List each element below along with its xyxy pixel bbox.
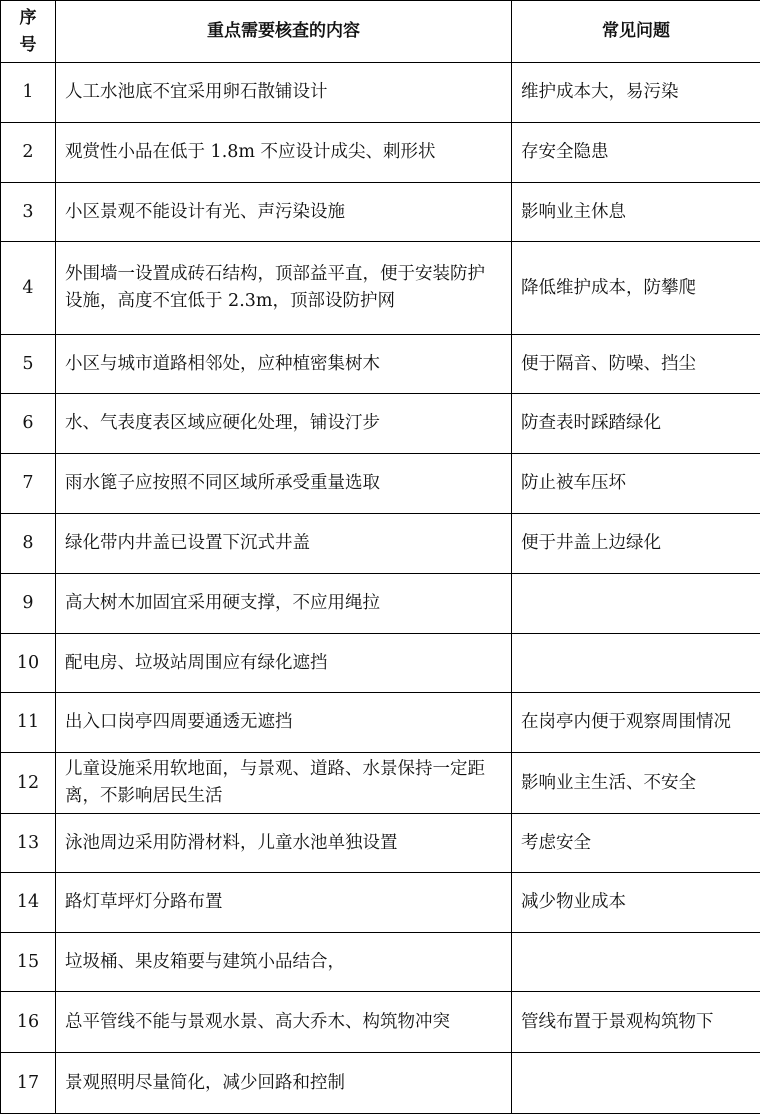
- header-index-line2: 号: [20, 35, 37, 55]
- row-issue: 防止被车压坏: [512, 454, 760, 514]
- table-row: [1, 63, 760, 123]
- row-number: 7: [1, 454, 56, 514]
- header-index-line1: 序: [20, 8, 37, 28]
- row-issue: 维护成本大，易污染: [512, 63, 760, 123]
- row-issue: 影响业主生活、不安全: [512, 753, 760, 814]
- row-issue: 便于隔音、防噪、挡尘: [512, 335, 760, 394]
- row-number: 3: [1, 183, 56, 242]
- row-number: 4: [1, 242, 56, 335]
- row-number: 2: [1, 123, 56, 183]
- table-row: [1, 335, 760, 394]
- table-row: [1, 1053, 760, 1114]
- row-number: 15: [1, 933, 56, 992]
- row-content: 小区与城市道路相邻处，应种植密集树木: [56, 335, 512, 394]
- row-content: 总平管线不能与景观水景、高大乔木、构筑物冲突: [56, 992, 512, 1053]
- row-issue: 存安全隐患: [512, 123, 760, 183]
- table-row: [1, 873, 760, 933]
- row-number: 14: [1, 873, 56, 933]
- table-row: [1, 634, 760, 693]
- row-content: 外围墙一设置成砖石结构，顶部益平直，便于安装防护设施，高度不宜低于 2.3m，顶部设防护网: [56, 242, 512, 335]
- row-issue: 管线布置于景观构筑物下: [512, 992, 760, 1053]
- row-content: 配电房、垃圾站周围应有绿化遮挡: [56, 634, 512, 693]
- row-number: 1: [1, 63, 56, 123]
- row-issue: 在岗亭内便于观察周围情况: [512, 693, 760, 753]
- row-issue: [512, 634, 760, 693]
- row-number: 5: [1, 335, 56, 394]
- row-content: 观赏性小品在低于 1.8m 不应设计成尖、刺形状: [56, 123, 512, 183]
- header-index: [1, 1, 56, 63]
- row-content: 水、气表度表区域应硬化处理，铺设汀步: [56, 394, 512, 454]
- header-row: [1, 1, 760, 63]
- row-issue: 防查表时踩踏绿化: [512, 394, 760, 454]
- row-content: 雨水篦子应按照不同区域所承受重量选取: [56, 454, 512, 514]
- row-content: 人工水池底不宜采用卵石散铺设计: [56, 63, 512, 123]
- table-row: [1, 123, 760, 183]
- header-content: 重点需要核查的内容: [56, 1, 512, 63]
- row-number: 16: [1, 992, 56, 1053]
- row-content: 绿化带内井盖已设置下沉式井盖: [56, 514, 512, 574]
- row-number: 6: [1, 394, 56, 454]
- row-issue: 减少物业成本: [512, 873, 760, 933]
- row-content: 小区景观不能设计有光、声污染设施: [56, 183, 512, 242]
- row-number: 9: [1, 574, 56, 634]
- row-content: 泳池周边采用防滑材料，儿童水池单独设置: [56, 814, 512, 873]
- table-row: [1, 693, 760, 753]
- table-row: [1, 514, 760, 574]
- row-content: 景观照明尽量简化，减少回路和控制: [56, 1053, 512, 1114]
- row-issue: 降低维护成本，防攀爬: [512, 242, 760, 335]
- row-issue: 影响业主休息: [512, 183, 760, 242]
- table-row: [1, 454, 760, 514]
- row-number: 17: [1, 1053, 56, 1114]
- table-row: [1, 753, 760, 814]
- table-row: [1, 394, 760, 454]
- row-content: 出入口岗亭四周要通透无遮挡: [56, 693, 512, 753]
- row-content: 高大树木加固宜采用硬支撑，不应用绳拉: [56, 574, 512, 634]
- table-row: [1, 992, 760, 1053]
- row-number: 8: [1, 514, 56, 574]
- table-row: [1, 814, 760, 873]
- row-number: 10: [1, 634, 56, 693]
- row-number: 11: [1, 693, 56, 753]
- table-row: [1, 183, 760, 242]
- row-content: 垃圾桶、果皮箱要与建筑小品结合，: [56, 933, 512, 992]
- header-issue: 常见问题: [512, 1, 760, 63]
- row-issue: 考虑安全: [512, 814, 760, 873]
- table-row: [1, 933, 760, 992]
- row-number: 12: [1, 753, 56, 814]
- row-content: 路灯草坪灯分路布置: [56, 873, 512, 933]
- row-issue: 便于井盖上边绿化: [512, 514, 760, 574]
- row-number: 13: [1, 814, 56, 873]
- row-issue: [512, 1053, 760, 1114]
- table-row: [1, 242, 760, 335]
- row-content: 儿童设施采用软地面，与景观、道路、水景保持一定距离，不影响居民生活: [56, 753, 512, 814]
- row-issue: [512, 574, 760, 634]
- table-row: [1, 574, 760, 634]
- row-issue: [512, 933, 760, 992]
